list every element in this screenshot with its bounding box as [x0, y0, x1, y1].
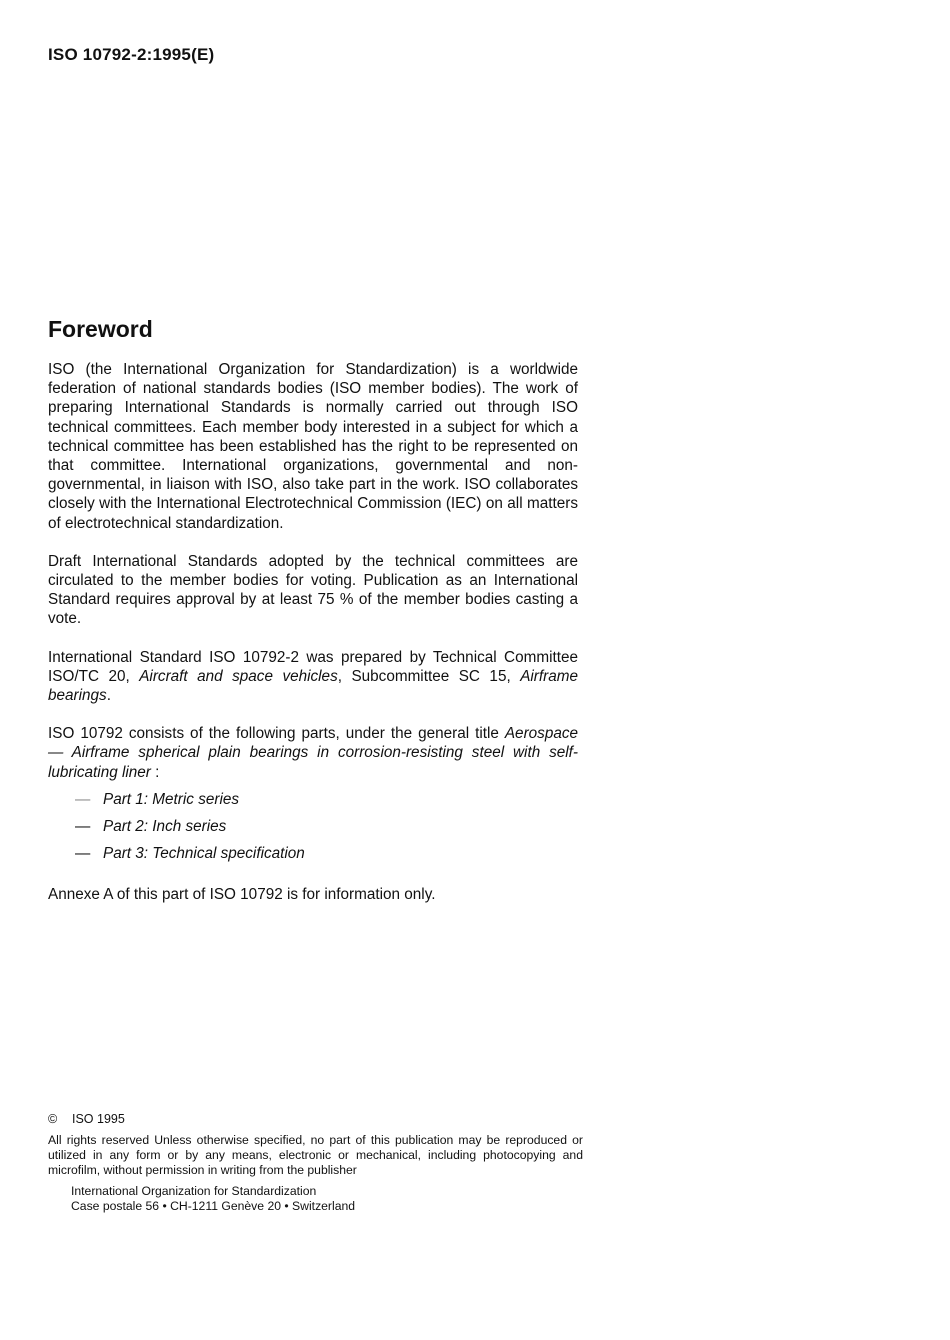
part-label: Part 2: Inch series	[103, 817, 227, 835]
copyright-year: ISO 1995	[72, 1112, 125, 1126]
parts-intro-text: ISO 10792 consists of the following parts, under the general title	[48, 725, 505, 743]
dash-bullet: —	[75, 790, 91, 808]
committee-name: Aircraft and space vehicles	[139, 667, 338, 685]
prepared-by-text: International Standard ISO 10792-2 was prepared by Technical Committee ISO/TC 20,	[48, 648, 578, 685]
parts-intro-colon: :	[150, 763, 160, 781]
paragraph-annex-note: Annexe A of this part of ISO 10792 is for information only.	[48, 885, 436, 903]
document-id-header: ISO 10792-2:1995(E)	[48, 45, 215, 64]
general-title: Aerospace — Airframe spherical plain bearings in corrosion-resisting steel with self-lubricating liner	[48, 725, 578, 781]
organization-name: International Organization for Standardization	[71, 1184, 317, 1198]
copyright-block	[48, 1112, 583, 1213]
list-item	[75, 790, 578, 817]
dash-bullet: —	[75, 817, 91, 835]
copyright-symbol: ©	[48, 1112, 58, 1126]
prepared-by-text-2: , Subcommittee SC 15,	[337, 667, 521, 685]
paragraph-iso-intro: ISO (the International Organization for Standardization) is a worldwide federation of national standards bodies (ISO member bodies). The work of preparing International Standards is normally carried out through ISO technical committees. Each member body interested in a subject for which a technical committee has been established has the right to be represented on that committee. International organizations, governmental and non-governmental, in liaison with ISO, also take part in the work. ISO collaborates closely with the International Electrotechnical Commission (IEC) on all matters of electrotechnical standardization.	[48, 361, 578, 532]
prepared-by-end: .	[106, 687, 111, 705]
part-label: Part 3: Technical specification	[103, 844, 305, 862]
paragraph-prepared-by	[48, 648, 578, 706]
organization-address: Case postale 56 • CH-1211 Genève 20 • Switzerland	[71, 1199, 356, 1213]
foreword-title: Foreword	[48, 316, 153, 342]
parts-list	[48, 790, 578, 871]
rights-reserved-text: All rights reserved Unless otherwise specified, no part of this publication may be reproduced or utilized in any form or by any means, electronic or mechanical, including photocopying and microfilm, without permission in writing from the publisher	[48, 1133, 583, 1177]
dash-bullet: —	[75, 844, 91, 862]
copyright-notice	[48, 1112, 583, 1127]
paragraph-draft-standards: Draft International Standards adopted by the technical committees are circulated to the member bodies for voting. Publication as an International Standard requires approval by at least 75 % of the member bodies casting a vote.	[48, 552, 578, 628]
paragraph-parts-intro	[48, 724, 578, 782]
part-label: Part 1: Metric series	[103, 790, 240, 808]
list-item	[75, 844, 578, 871]
subcommittee-name: Airframe bearings	[48, 667, 578, 705]
foreword-body	[48, 360, 578, 923]
list-item	[75, 817, 578, 844]
